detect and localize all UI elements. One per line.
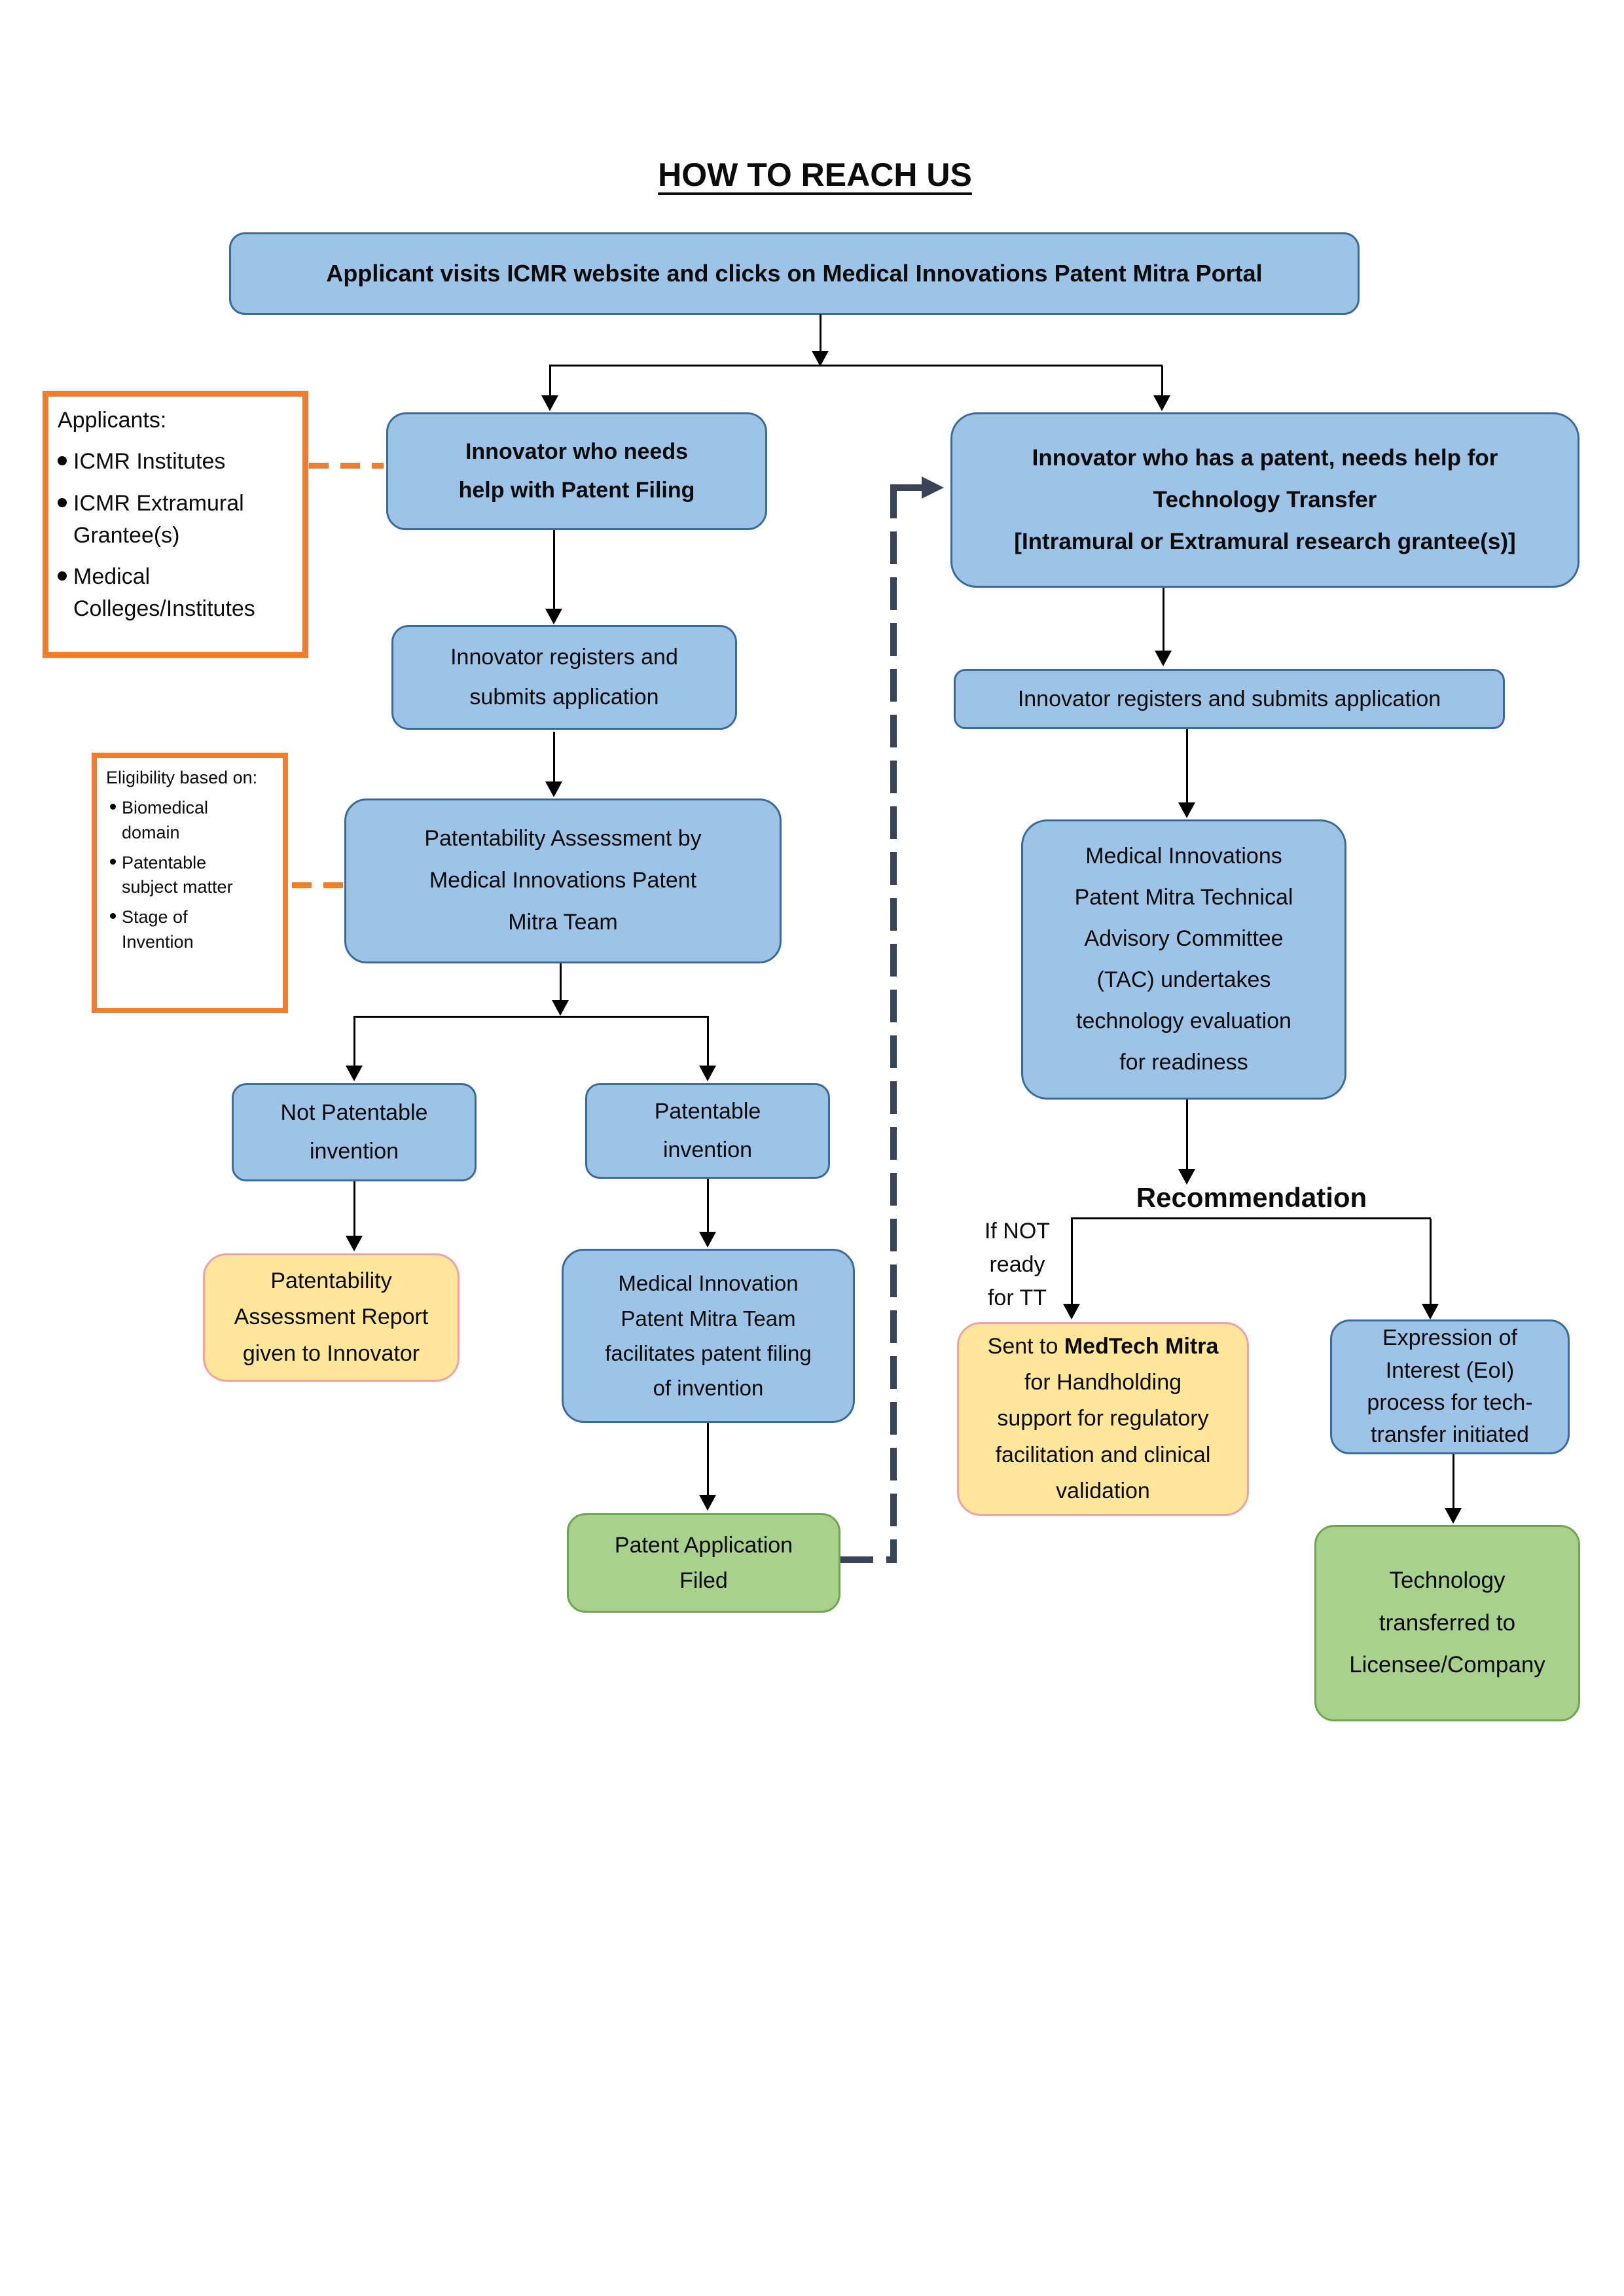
arrow-needs-to-register [553,530,555,610]
arrow-facilitates-to-filed [707,1423,709,1496]
medtech-line1: Sent to MedTech Mitra [987,1334,1219,1359]
arrowhead-drop-right-icon [1153,395,1170,411]
arrowhead-feedback-icon [922,476,944,499]
node-registers-left: Innovator registers and submits application [391,625,737,730]
node-portal: Applicant visits ICMR website and clicks on Medical Innovations Patent Mitra Portal [229,232,1360,315]
connector-recommendation-bar [1071,1217,1431,1219]
node-medtech-mitra [957,1322,1249,1516]
arrowhead-drop-patentable-icon [699,1066,716,1081]
applicants-dashed-connector [309,463,384,469]
node-has-patent: Innovator who has a patent, needs help for Technology Transfer [Intramural or Extramural research grantee(s)] [950,412,1579,588]
arrowhead-needs-to-register-icon [545,609,562,624]
applicants-note-item: ICMR Institutes [58,446,296,478]
arrowhead-drop-medtech-icon [1063,1304,1080,1319]
applicants-note-item: Medical Colleges/Institutes [58,561,296,626]
arrowhead-register-to-tac-icon [1178,802,1195,818]
arrow-pat-to-facilitates [707,1179,709,1233]
bullet-icon [110,913,116,919]
recommendation-label: Recommendation [1136,1182,1367,1213]
arrowhead-pat-to-facilitates-icon [699,1232,716,1247]
medtech-bold-text: MedTech Mitra [1064,1334,1219,1359]
connector-drop-eoi [1430,1219,1432,1305]
arrow-eoi-to-transfer [1453,1454,1454,1509]
connector-drop-left [549,366,551,396]
feedback-dash-top [890,484,923,491]
node-filed: Patent Application Filed [567,1513,840,1613]
applicants-note-item: ICMR Extramural Grantee(s) [58,488,296,552]
connector-drop-patentable [707,1017,709,1067]
arrowhead-assessment-stem-icon [552,1000,569,1016]
feedback-dash-bottom [840,1556,897,1563]
medtech-rest: for Handholding support for regulatory facilitation and clinical validation [995,1370,1211,1503]
bullet-icon [58,456,67,465]
arrow-register-to-assessment [553,732,555,784]
node-not-patentable: Not Patentable invention [232,1083,477,1181]
bullet-icon [110,804,116,810]
connector-stem-line [820,314,821,352]
connector-assessment-bar [353,1016,709,1018]
arrowhead-register-to-assessment-icon [545,781,562,797]
arrowhead-haspatent-to-register-icon [1155,651,1172,666]
connector-drop-notpatentable [353,1017,355,1067]
applicants-note [43,391,308,658]
bullet-icon [58,498,67,507]
connector-drop-right [1161,366,1163,396]
node-assessment: Patentability Assessment by Medical Innovations Patent Mitra Team [344,798,782,963]
arrowhead-facilitates-to-filed-icon [699,1495,716,1511]
eligibility-note-item: Patentable subject matter [110,851,276,900]
connector-split-bar [549,365,1163,367]
node-patentable: Patentable invention [585,1083,830,1179]
bullet-icon [110,859,116,865]
if-not-ready-label: If NOT ready for TT [984,1219,1051,1310]
bullet-icon [58,571,67,581]
node-transferred: Technology transferred to Licensee/Company [1314,1525,1580,1721]
node-registers-right: Innovator registers and submits application [954,669,1505,729]
applicants-note-heading: Applicants: [58,408,167,433]
arrowhead-eoi-to-transfer-icon [1445,1508,1462,1524]
eligibility-dashed-connector [292,882,343,888]
arrow-tac-to-recommendation [1186,1100,1188,1170]
node-tac: Medical Innovations Patent Mitra Technical Advisory Committee (TAC) undertakes technology evaluation for readiness [1021,819,1346,1100]
arrowhead-drop-eoi-icon [1422,1304,1439,1319]
eligibility-note [92,753,288,1013]
arrowhead-drop-notpatentable-icon [346,1066,363,1081]
node-report: Patentability Assessment Report given to Innovator [203,1253,460,1382]
arrowhead-drop-left-icon [541,395,558,411]
eligibility-note-heading: Eligibility based on: [106,768,258,787]
arrowhead-notpat-to-report-icon [346,1236,363,1251]
connector-drop-medtech [1071,1219,1073,1305]
connector-assessment-stem [560,963,562,1001]
arrow-register-to-tac [1186,729,1188,804]
node-facilitates: Medical Innovation Patent Mitra Team facilitates patent filing of invention [562,1249,855,1423]
node-needs-help: Innovator who needs help with Patent Filing [386,412,767,530]
arrow-notpat-to-report [353,1181,355,1237]
feedback-dash-vertical [890,486,897,1562]
eligibility-note-item: Stage of Invention [110,905,276,954]
arrow-haspatent-to-register [1163,588,1164,652]
page-title: HOW TO REACH US [658,156,972,193]
eligibility-note-item: Biomedical domain [110,796,276,845]
node-eoi: Expression of Interest (EoI) process for tech- transfer initiated [1330,1319,1570,1454]
